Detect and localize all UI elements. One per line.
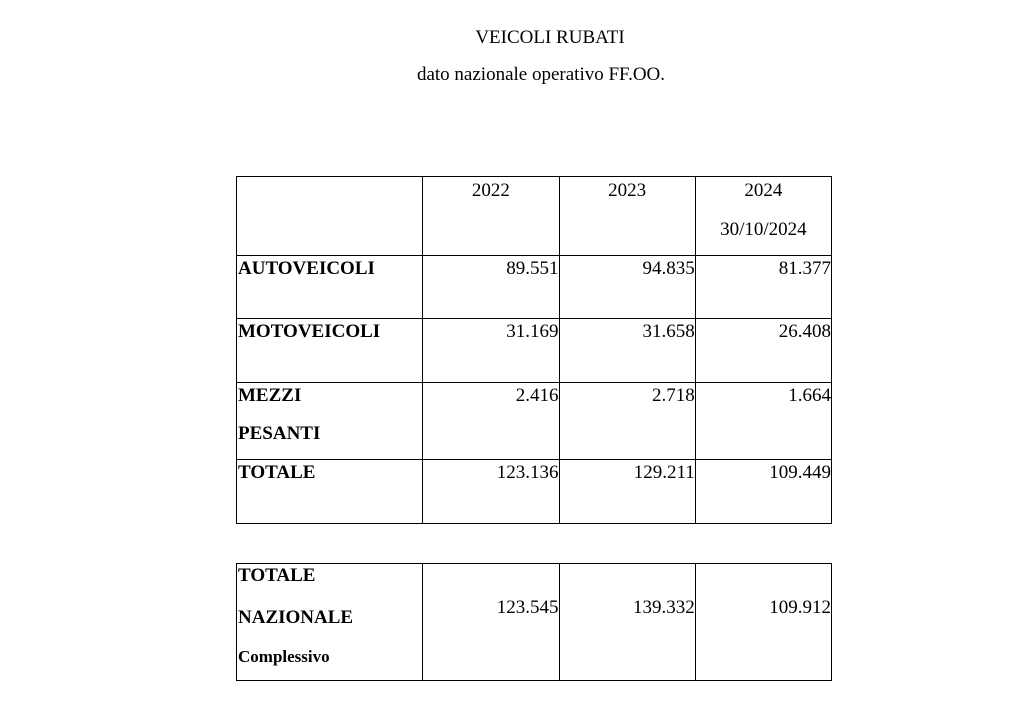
header-2024-year: 2024 <box>744 180 783 201</box>
national-total-2022: 123.545 <box>423 564 559 681</box>
row-label-mezzi: MEZZI <box>238 385 302 406</box>
cell-mezzi-pesanti-2023: 2.718 <box>559 383 695 460</box>
national-total-row <box>237 564 832 681</box>
row-label-totale: TOTALE <box>237 460 423 524</box>
national-total-label-line2: NAZIONALE <box>238 607 354 628</box>
cell-motoveicoli-2022: 31.169 <box>423 319 559 383</box>
cell-mezzi-pesanti-2022: 2.416 <box>423 383 559 460</box>
cell-autoveicoli-2022: 89.551 <box>423 256 559 319</box>
cell-motoveicoli-2024: 26.408 <box>695 319 831 383</box>
row-label-pesanti: PESANTI <box>238 423 321 444</box>
row-label-autoveicoli: AUTOVEICOLI <box>237 256 423 319</box>
header-2024 <box>695 177 831 256</box>
header-2022: 2022 <box>423 177 559 256</box>
header-2024-date: 30/10/2024 <box>720 219 807 240</box>
national-total-table <box>236 563 832 681</box>
cell-totale-2023: 129.211 <box>559 460 695 524</box>
table-row <box>237 460 832 524</box>
header-empty-cell <box>237 177 423 256</box>
national-total-2023: 139.332 <box>559 564 695 681</box>
cell-autoveicoli-2023: 94.835 <box>559 256 695 319</box>
national-total-2024: 109.912 <box>695 564 831 681</box>
cell-autoveicoli-2024: 81.377 <box>695 256 831 319</box>
document-subtitle: dato nazionale operativo FF.OO. <box>416 64 666 85</box>
table-header-row <box>237 177 832 256</box>
national-total-label-line1: TOTALE <box>238 565 316 586</box>
header-2023: 2023 <box>559 177 695 256</box>
document-title: VEICOLI RUBATI <box>475 27 625 48</box>
cell-motoveicoli-2023: 31.658 <box>559 319 695 383</box>
table-row <box>237 383 832 460</box>
cell-mezzi-pesanti-2024: 1.664 <box>695 383 831 460</box>
stolen-vehicles-table <box>236 176 832 524</box>
cell-totale-2022: 123.136 <box>423 460 559 524</box>
table-row <box>237 256 832 319</box>
national-total-label-line3: Complessivo <box>238 647 330 666</box>
table-row <box>237 319 832 383</box>
national-total-label <box>237 564 423 681</box>
row-label-motoveicoli: MOTOVEICOLI <box>237 319 423 383</box>
row-label-mezzi-pesanti <box>237 383 423 460</box>
cell-totale-2024: 109.449 <box>695 460 831 524</box>
